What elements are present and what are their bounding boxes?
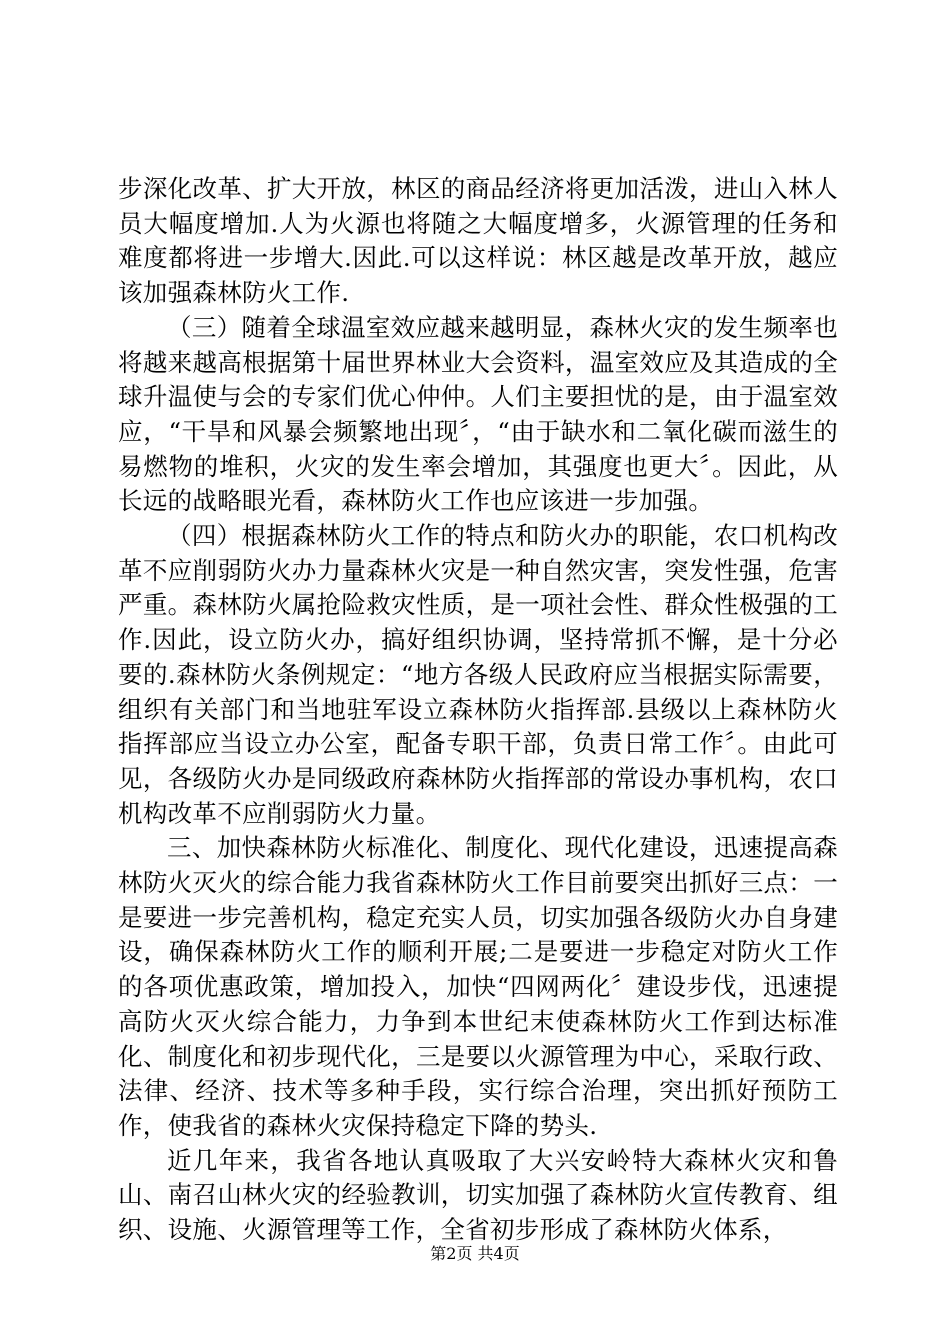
page-footer: 第2页 共4页 [430, 1244, 520, 1263]
paragraph-3: （四）根据森林防火工作的特点和防火办的职能，农口机构改革不应削弱防火办力量森林火灾是一种自然灾害，突发性强，危害严重。森林防火属抢险救灾性质，是一项社会性、群众性极强的工作.因此，设立防火办，搞好组织协调，坚持常抓不懈，是十分必要的.森林防火条例规定：“地方各级人民政府应当根据实际需要，组织有关部门和当地驻军设立森林防火指挥部.县级以上森林防火指挥部应当设立办公室，配备专职干部，负责日常工作〞。由此可见，各级防火办是同级政府森林防火指挥部的常设办事机构，农口机构改革不应削弱防火力量。 [118, 521, 838, 828]
paragraph-1: 步深化改革、扩大开放，林区的商品经济将更加活泼，进山入林人员大幅度增加.人为火源也将随之大幅度增多，火源管理的任务和难度都将进一步增大.因此.可以这样说：林区越是改革开放，越应该加强森林防火工作. [118, 174, 838, 308]
document-body [118, 172, 838, 1248]
paragraph-5: 近几年来，我省各地认真吸取了大兴安岭特大森林火灾和鲁山、南召山林火灾的经验教训，切实加强了森林防火宣传教育、组织、设施、火源管理等工作，全省初步形成了森林防火体系， [118, 1145, 838, 1245]
paragraph-4: 三、加快森林防火标准化、制度化、现代化建设，迅速提高森林防火灭火的综合能力我省森林防火工作目前要突出抓好三点：一是要进一步完善机构，稳定充实人员，切实加强各级防火办自身建设，确保森林防火工作的顺利开展;二是要进一步稳定对防火工作的各项优惠政策，增加投入，加快“四网两化〞建设步伐，迅速提高防火灭火综合能力，力争到本世纪末使森林防火工作到达标准化、制度化和初步现代化，三是要以火源管理为中心，采取行政、法律、经济、技术等多种手段，实行综合治理，突出抓好预防工作，使我省的森林火灾保持稳定下降的势头. [118, 833, 838, 1140]
paragraph-2: （三）随着全球温室效应越来越明显，森林火灾的发生频率也将越来越高根据第十届世界林业大会资料，温室效应及其造成的全球升温使与会的专家们优心仲仲。人们主要担忧的是，由于温室效应，“干旱和风暴会频繁地出现〞，“由于缺水和二氧化碳而滋生的易燃物的堆积，火灾的发生率会增加，其强度也更大〞。因此，从长远的战略眼光看，森林防火工作也应该进一步加强。 [118, 312, 839, 516]
